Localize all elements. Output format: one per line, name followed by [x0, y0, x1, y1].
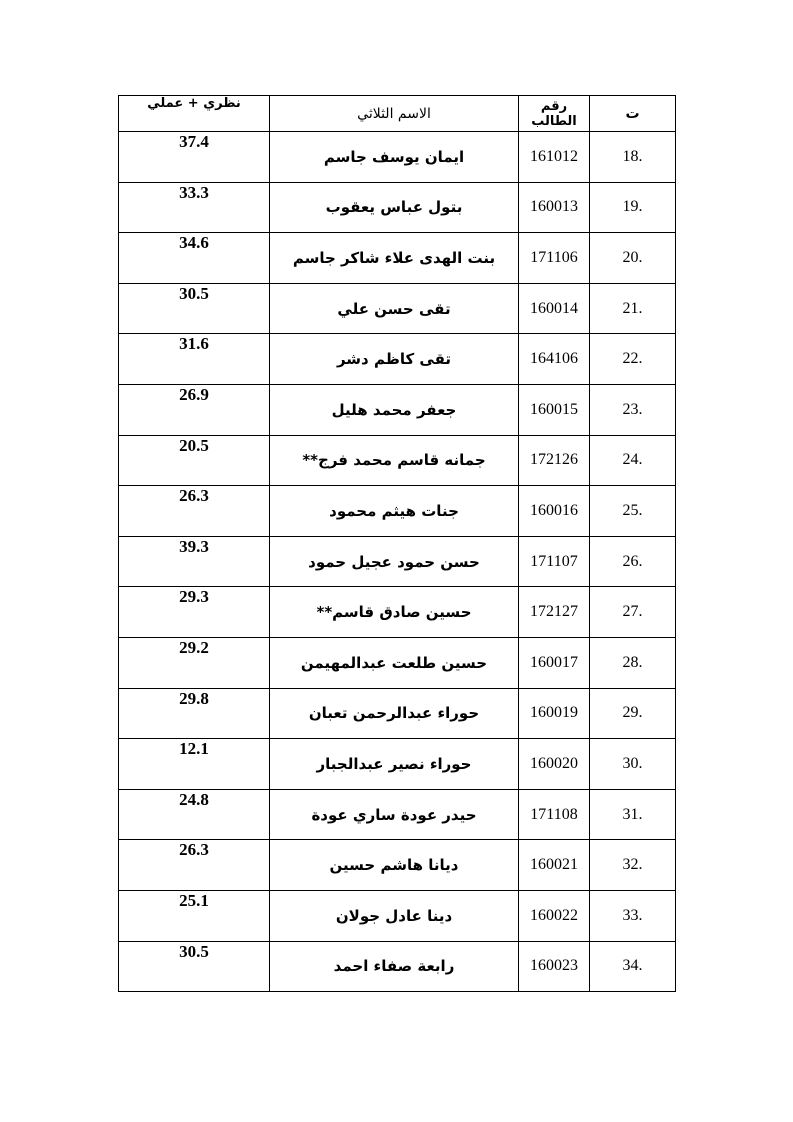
score-cell: 30.5 — [119, 941, 270, 992]
student-name-cell: حيدر عودة ساري عودة — [270, 789, 519, 840]
student-id-cell: 164106 — [519, 334, 590, 385]
table-header-row — [119, 96, 676, 132]
student-id-cell: 171107 — [519, 536, 590, 587]
table-row — [119, 233, 676, 284]
score-cell: 12.1 — [119, 739, 270, 790]
student-name-cell: جعفر محمد هليل — [270, 384, 519, 435]
header-student-id: رقم الطالب — [519, 96, 590, 132]
student-id-cell: 160019 — [519, 688, 590, 739]
student-id-cell: 160020 — [519, 739, 590, 790]
student-id-cell: 171108 — [519, 789, 590, 840]
header-score: نظري + عملي — [119, 96, 270, 132]
table-row — [119, 486, 676, 537]
student-id-cell: 160014 — [519, 283, 590, 334]
student-id-cell: 172127 — [519, 587, 590, 638]
score-cell: 30.5 — [119, 283, 270, 334]
score-cell: 31.6 — [119, 334, 270, 385]
header-seq: ت — [590, 96, 676, 132]
student-name-cell: جمانه قاسم محمد فرج** — [270, 435, 519, 486]
table-row — [119, 587, 676, 638]
student-name-cell: حسين صادق قاسم** — [270, 587, 519, 638]
student-id-cell: 160022 — [519, 890, 590, 941]
table-row — [119, 739, 676, 790]
table-row — [119, 840, 676, 891]
score-cell: 39.3 — [119, 536, 270, 587]
seq-number-cell: 20. — [590, 233, 676, 284]
student-name-cell: تقى كاظم دشر — [270, 334, 519, 385]
student-id-cell: 160017 — [519, 637, 590, 688]
header-name: الاسم الثلاثي — [270, 96, 519, 132]
table-row — [119, 941, 676, 992]
seq-number-cell: 32. — [590, 840, 676, 891]
student-id-cell: 161012 — [519, 132, 590, 183]
student-name-cell: حوراء نصير عبدالجبار — [270, 739, 519, 790]
student-id-cell: 160016 — [519, 486, 590, 537]
seq-number-cell: 22. — [590, 334, 676, 385]
table-row — [119, 334, 676, 385]
seq-number-cell: 30. — [590, 739, 676, 790]
score-cell: 26.3 — [119, 486, 270, 537]
seq-number-cell: 24. — [590, 435, 676, 486]
table-row — [119, 688, 676, 739]
score-cell: 33.3 — [119, 182, 270, 233]
student-name-cell: ديانا هاشم حسين — [270, 840, 519, 891]
seq-number-cell: 28. — [590, 637, 676, 688]
table-row — [119, 182, 676, 233]
score-cell: 29.3 — [119, 587, 270, 638]
seq-number-cell: 21. — [590, 283, 676, 334]
student-id-cell: 160023 — [519, 941, 590, 992]
seq-number-cell: 19. — [590, 182, 676, 233]
seq-number-cell: 27. — [590, 587, 676, 638]
student-name-cell: بنت الهدى علاء شاكر جاسم — [270, 233, 519, 284]
score-cell: 26.9 — [119, 384, 270, 435]
score-cell: 37.4 — [119, 132, 270, 183]
table-row — [119, 435, 676, 486]
grades-table — [118, 95, 676, 992]
student-name-cell: تقى حسن علي — [270, 283, 519, 334]
student-name-cell: بتول عباس يعقوب — [270, 182, 519, 233]
student-id-cell: 171106 — [519, 233, 590, 284]
student-name-cell: رابعة صفاء احمد — [270, 941, 519, 992]
table-row — [119, 283, 676, 334]
student-name-cell: جنات هيثم محمود — [270, 486, 519, 537]
table-row — [119, 789, 676, 840]
student-id-cell: 160015 — [519, 384, 590, 435]
table-row — [119, 536, 676, 587]
score-cell: 20.5 — [119, 435, 270, 486]
seq-number-cell: 18. — [590, 132, 676, 183]
student-id-cell: 172126 — [519, 435, 590, 486]
student-name-cell: حوراء عبدالرحمن تعبان — [270, 688, 519, 739]
seq-number-cell: 29. — [590, 688, 676, 739]
seq-number-cell: 31. — [590, 789, 676, 840]
student-name-cell: حسين طلعت عبدالمهيمن — [270, 637, 519, 688]
seq-number-cell: 23. — [590, 384, 676, 435]
table-row — [119, 637, 676, 688]
score-cell: 34.6 — [119, 233, 270, 284]
table-row — [119, 132, 676, 183]
student-name-cell: حسن حمود عجيل حمود — [270, 536, 519, 587]
score-cell: 25.1 — [119, 890, 270, 941]
table-row — [119, 890, 676, 941]
score-cell: 24.8 — [119, 789, 270, 840]
score-cell: 26.3 — [119, 840, 270, 891]
student-name-cell: ايمان يوسف جاسم — [270, 132, 519, 183]
score-cell: 29.2 — [119, 637, 270, 688]
score-cell: 29.8 — [119, 688, 270, 739]
student-name-cell: دينا عادل جولان — [270, 890, 519, 941]
student-id-cell: 160021 — [519, 840, 590, 891]
table-row — [119, 384, 676, 435]
seq-number-cell: 26. — [590, 536, 676, 587]
seq-number-cell: 34. — [590, 941, 676, 992]
student-id-cell: 160013 — [519, 182, 590, 233]
seq-number-cell: 33. — [590, 890, 676, 941]
seq-number-cell: 25. — [590, 486, 676, 537]
